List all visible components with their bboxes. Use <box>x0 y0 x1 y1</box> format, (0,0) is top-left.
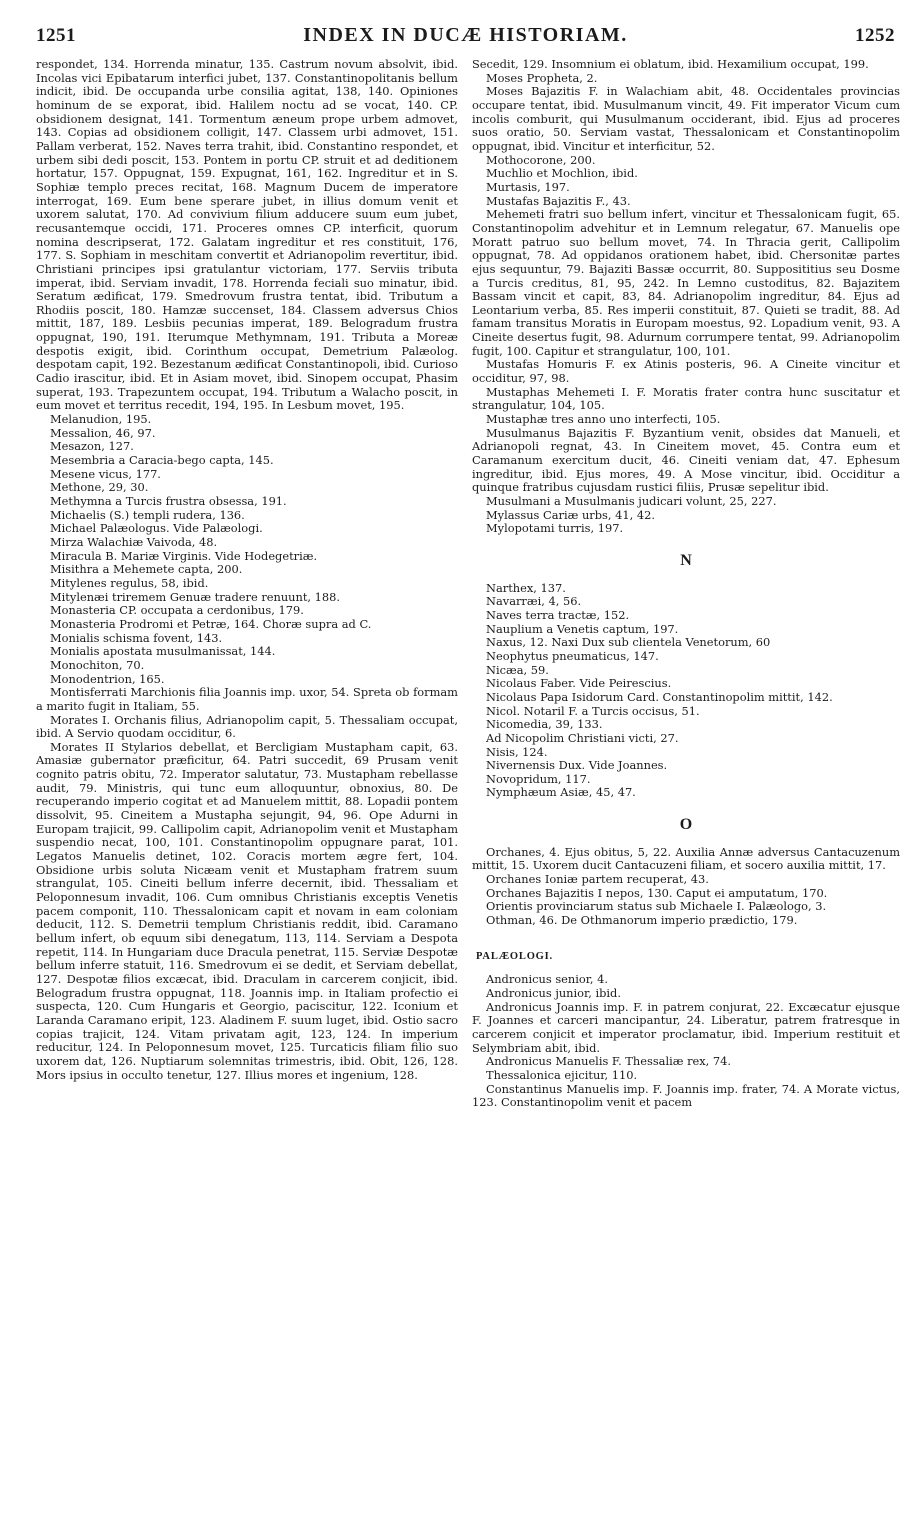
index-entry: Andronicus Joannis imp. F. in patrem conjurat, 22. Excæcatur ejusque F. Joannes et carceri mancipantur, 24. Liberatur, patrem fratresque in carcerem conjicit et imperator proclamatur, ibid. Imperium restituit et Selymbriam abit, ibid. <box>472 999 900 1055</box>
index-entry: Mustafas Bajazitis F., 43. <box>486 193 631 208</box>
index-entry: Methymna a Turcis frustra obsessa, 191. <box>50 494 287 508</box>
right-column <box>472 58 900 1110</box>
index-entry: Mustaphæ tres anno uno interfecti, 105. <box>486 412 721 427</box>
index-entry: Mesazon, 127. <box>50 439 134 454</box>
index-entry: Mitylenes regulus, 58, ibid. <box>50 575 209 590</box>
index-entry: Muchlio et Mochlion, ibid. <box>486 166 638 181</box>
entries-m-continued <box>472 58 900 536</box>
index-entry: Monasteria Prodromi et Petræ, 164. Choræ supra ad C. <box>50 616 372 631</box>
index-entry: Montisferrati Marchionis filia Joannis imp. uxor, 54. Spreta ob formam a marito fugit in Italiam, 55. <box>36 685 458 713</box>
index-entry: Melanudion, 195. <box>50 412 152 427</box>
index-entry: Orientis provinciarum status sub Michaele I. Palæologo, 3. <box>486 899 827 914</box>
entries-n <box>472 582 900 801</box>
index-entry: Nicomedia, 39, 133. <box>486 717 603 732</box>
index-entry: Mothocorone, 200. <box>486 152 596 167</box>
index-entry: Monodentrion, 165. <box>50 671 165 686</box>
index-entry: Monasteria CP. occupata a cerdonibus, 179. <box>50 603 304 618</box>
index-entry: Nicolaus Faber. Vide Peirescius. <box>486 676 672 691</box>
index-entry: Moses Bajazitis F. in Walachiam abit, 48. Occidentales provincias occupare tentat, ibid. Musulmanum vincit, 49. Fit imperator Vicum cum incolis comburit, qui Musulmanum occiderant, ibid. Ejus ad proceres suos oratio, 50. Serviam vastat, Thessalonicam et Constantinopolim oppugnat, ibid. Vincitur et interficitur, 52. <box>472 84 900 153</box>
index-entry: Musulmani a Musulmanis judicari volunt, 25, 227. <box>486 494 777 508</box>
index-entry: Miracula B. Mariæ Virginis. Vide Hodegetriæ. <box>50 548 318 563</box>
index-entry: Nicolaus Papa Isidorum Card. Constantinopolim mittit, 142. <box>486 689 833 704</box>
index-entry: Orchanes Ioniæ partem recuperat, 43. <box>486 872 709 887</box>
entries-palaeologi <box>472 973 900 1110</box>
index-entry: Mirza Walachiæ Vaivoda, 48. <box>50 534 218 549</box>
index-entry: Nymphæum Asiæ, 45, 47. <box>486 785 636 800</box>
index-entry: Morates II Stylarios debellat, et Bercligiam Mustapham capit, 63. Amasiæ gubernator præficitur, 64. Patri succedit, 69 Prusam venit cognito patris obitu, 72. Imperator salutatur, 73. Mustapham rebellasse audit, 79. Ministris, qui tunc eum alloquuntur, obnoxius, 80. De recuperando imperio cogitat et ad Manuelem mittit, 88. Lopadii pontem dissolvit, 95. Cineitem a Mustapha sejungit, 94, 96. Ope Adurni in Europam trajicit, 99. Callipolim capit, Adrianopolim venit et Mustapham suspendio necat, 100, 101. Constantinopolim oppugnare parat, 101. Legatos Manuelis detinet, 102. Coracis mortem ægre fert, 104. Obsidione urbis soluta Nicæam venit et Mustapham fratrem suum strangulat, 105. Cineiti bellum inferre decernit, ibid. Thessaliam et Peloponnesum invadit, 106. Cum omnibus Christianis exceptis Venetis pacem componit, 110. Thessalonicam capit et novam in eam coloniam deducit, 112. S. Demetrii templum Christianis reddit, ibid. Caramano bellum infert, ob equum sibi denegatum, 113, 114. Serviam a Despota repetit, 114. In Hungariam duce Dracula penetrat, 115. Serviæ Despotæ bellum inferre statuit, 116. Smedrovum ei se dedit, et Serviam debellat, 127. Despotæ filios excæcat, ibid. Draculam in carcerem conjicit, ibid. Belogradum frustra oppugnat, 118. Joannis imp. in Italiam profectio ei suspecta, 120. Cum Hungaris et Georgio, paciscitur, 122. Iconium et Laranda Caramano eripit, 123. Aladinem F. suum luget, ibid. Ostio sacro copias trajicit, 124. Vitam privatam agit, 123, 124. In imperium reducitur, 124. In Peloponnesum movet, 125. Turcaticis filiam filio suo uxorem dat, 126. Nuptiarum solemnitas trimestris, ibid. Obit, 126, 128. Mors ipsius in occulto tenetur, 127. Illius mores et ingenium, 128. <box>36 739 458 1082</box>
index-entry: Mesembria a Caracia-bego capta, 145. <box>50 453 274 468</box>
index-entry: Ad Nicopolim Christiani victi, 27. <box>486 730 679 745</box>
index-entry: Murtasis, 197. <box>486 179 570 194</box>
index-entry: Nicæa, 59. <box>486 662 549 677</box>
page-number-right: 1252 <box>855 25 895 46</box>
two-column-body <box>36 58 901 1110</box>
index-entry: Moses Propheta, 2. <box>486 70 598 85</box>
index-entry: Michaelis (S.) templi rudera, 136. <box>50 507 245 522</box>
page-title: INDEX IN DUCÆ HISTORIAM. <box>303 24 628 46</box>
index-entry: Monialis schisma fovent, 143. <box>50 630 223 645</box>
index-entry: Secedit, 129. Insomnium ei oblatum, ibid. Hexamilium occupat, 199. <box>472 57 869 71</box>
page-number-left: 1251 <box>36 25 76 46</box>
index-entry: Neophytus pneumaticus, 147. <box>486 648 659 663</box>
index-entry: Mustafas Homuris F. ex Atinis posteris, 96. A Cineite vincitur et occiditur, 97, 98. <box>472 357 900 386</box>
index-entry: Musulmanus Bajazitis F. Byzantium venit, obsides dat Manueli, et Adrianopoli regnat, 43. In Cineitem movet, 45. Contra eum et Caramanum exercitum ducit, 46. Cineiti veniam dat, 47. Ephesum ingreditur, ibid. Ejus mores, 49. A Mose vincitur, ibid. Occiditur a quinque fratribus cujusdam rustici filiis, Prusæ sepelitur ibid. <box>472 425 900 495</box>
entries-o <box>472 846 900 928</box>
index-entry: Andronicus Manuelis F. Thessaliæ rex, 74. <box>486 1054 732 1069</box>
index-entry: Messalion, 46, 97. <box>50 425 156 440</box>
index-entry: Misithra a Mehemete capta, 200. <box>50 562 243 577</box>
index-entry: Nisis, 124. <box>486 744 548 759</box>
index-entry: Nauplium a Venetis captum, 197. <box>486 621 679 636</box>
index-entry: Narthex, 137. <box>486 580 566 595</box>
index-entry: Mesene vicus, 177. <box>50 466 161 481</box>
index-entry: Constantinus Manuelis imp. F. Joannis imp. frater, 74. A Morate victus, 123. Constantinopolim venit et pacem <box>472 1081 900 1110</box>
index-entry: Methone, 29, 30. <box>50 480 149 495</box>
index-entry: Michael Palæologus. Vide Palæologi. <box>50 521 263 536</box>
section-heading-palaeologi: PALÆOLOGI. <box>476 950 553 962</box>
letter-heading-o: O <box>679 816 693 834</box>
index-entry: Monochiton, 70. <box>50 657 145 672</box>
index-entry: Nicol. Notaril F. a Turcis occisus, 51. <box>486 703 700 718</box>
index-entry: Naves terra tractæ, 152. <box>486 607 630 622</box>
index-entry: Andronicus junior, ibid. <box>486 986 621 1001</box>
index-entry: Navarræi, 4, 56. <box>486 594 582 609</box>
left-column <box>36 58 458 1110</box>
index-entry: Orchanes Bajazitis I nepos, 130. Caput ei amputatum, 170. <box>486 885 828 900</box>
index-entry: Mylopotami turris, 197. <box>486 521 624 536</box>
letter-heading-n: N <box>680 551 692 569</box>
index-entry: Morates I. Orchanis filius, Adrianopolim capit, 5. Thessaliam occupat, ibid. A Servio quodam occiditur, 6. <box>36 712 458 741</box>
index-entry: Mustaphas Mehemeti I. F. Moratis frater contra hunc suscitatur et strangulatur, 104, 105. <box>472 384 900 413</box>
page-header <box>36 24 895 54</box>
index-entry: Mitylenæi triremem Genuæ tradere renuunt, 188. <box>50 589 341 604</box>
index-entry: Nivernensis Dux. Vide Joannes. <box>486 758 668 773</box>
index-entry: Mylassus Cariæ urbs, 41, 42. <box>486 507 655 522</box>
index-entry: Monialis apostata musulmanissat, 144. <box>50 644 276 659</box>
index-entry: Naxus, 12. Naxi Dux sub clientela Venetorum, 60 <box>486 635 771 650</box>
index-entry: Orchanes, 4. Ejus obitus, 5, 22. Auxilia Annæ adversus Cantacuzenum mittit, 15. Uxorem ducit Cantacuzeni filiam, et socero auxilia mittit, 17. <box>472 844 900 873</box>
index-entry: Andronicus senior, 4. <box>486 972 609 987</box>
index-entry: Thessalonica ejicitur, 110. <box>486 1067 638 1082</box>
index-entry: respondet, 134. Horrenda minatur, 135. Castrum novum absolvit, ibid. Incolas vici Epibatarum interfici jubet, 137. Constantinopolitanis bellum indicit, ibid. De occupanda urbe consilia agitat, 138, 140. Opiniones hominum de se exporat, ibid. Halilem noctu ad se vocat, 140. CP. obsidionem designat, 141. Tormentum æneum prope urbem admovet, 143. Copias ad obsidionem colligit, 147. Classem urbi admovet, 151. Pallam verberat, 152. Naves terra trahit, ibid. Constantino respondet, et urbem sibi dedi poscit, 153. Pontem in portu CP. struit et ad deditionem hortatur, 157. Oppugnat, 159. Expugnat, 161, 162. Ingreditur et in S. Sophiæ templo preces recitat, 168. Magnum Ducem de imperatore interrogat, 169. Eum bene sperare jubet, in illius domum venit et uxorem salutat, 170. Ad convivium filium adducere suum eum jubet, recusantemque occidi, 171. Proceres omnes CP. interficit, quorum nomina descripserat, 172. Galatam ingreditur et res constituit, 176, 177. S. Sophiam in meschitam convertit et Adrianopolim revertitur, ibid. Christiani principes ipsi gratulantur victoriam, 177. Serviis tributa imperat, ibid. Serviam invadit, 178. Horrenda feciali suo minatur, ibid. Seratum ædificat, 179. Smedrovum frustra tentat, ibid. Tributum a Rhodiis poscit, 180. Hamzæ succenset, 184. Classem adversus Chios mittit, 187, 189. Lesbiis pecunias imperat, 189. Belogradum frustra oppugnat, 190, 191. Iterumque Methymnam, 191. Tributa a Moreæ despotis exigit, ibid. Corinthum occupat, Demetrium Palæolog. despotam capit, 192. Bezestanum ædificat Constantinopoli, ibid. Curioso Cadio irascitur, ibid. Et in Asiam movet, ibid. Sinopem occupat, Phasim superat, 193. Trapezuntem occupat, 194. Tributum a Walacho poscit, in eum movet et territus recedit, 194, 195. In Lesbum movet, 195. <box>36 57 458 413</box>
index-entry: Mehemeti fratri suo bellum infert, vincitur et Thessalonicam fugit, 65. Constantinopolim advehitur et in Lemnum relegatur, 67. Manuelis ope Moratt patruo suo bellum movet, 74. In Thracia gerit, Callipolim oppugnat, 78. Ad oppidanos orationem habet, ibid. Chersonitæ partes ejus sequuntur, 79. Bajaziti Bassæ occurrit, 80. Supposititius seu Dosme a Turcis creditus, 81, 95, 242. In Lemno custoditus, 82. Bajazitem Bassam vincit et capit, 83, 84. Adrianopolim ingreditur, 84. Ejus ad Leontarium verba, 85. Res imperii constituit, 87. Quieti se tradit, 88. Ad famam transitus Moratis in Europam moestus, 92. Lopadium venit, 93. A Cineite desertus fugit, 98. Adurnum corrumpere tentat, 99. Adrianopolim fugit, 100. Capitur et strangulatur, 100, 101. <box>472 207 900 358</box>
index-entry: Novopridum, 117. <box>486 771 591 786</box>
index-entry: Othman, 46. De Othmanorum imperio prædictio, 179. <box>486 913 798 928</box>
